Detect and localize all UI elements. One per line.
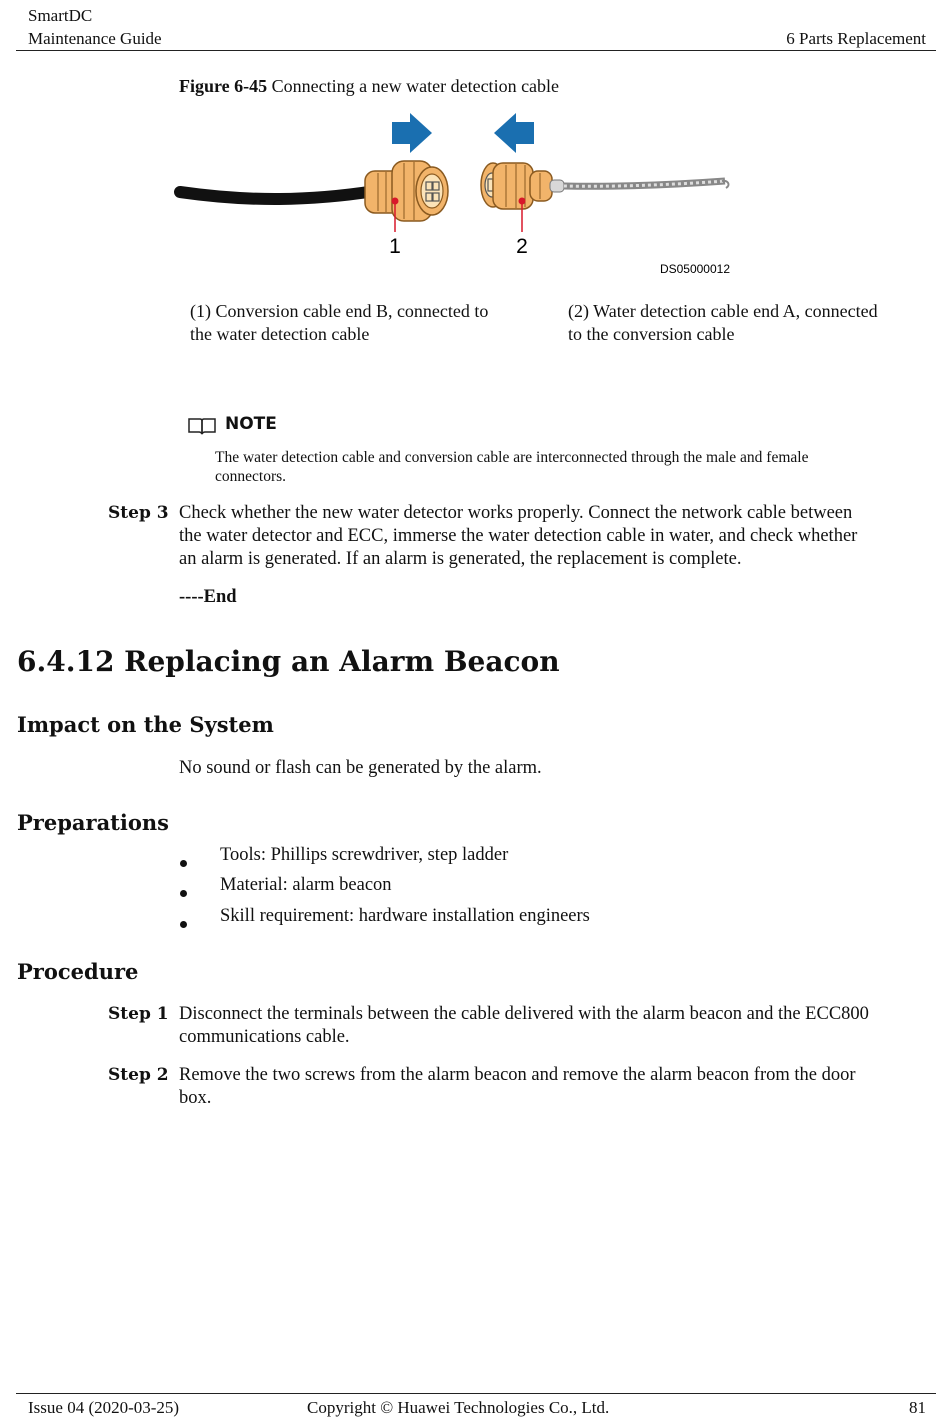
water-detection-cable xyxy=(564,181,729,188)
step-1-text: Disconnect the terminals between the cable delivered with the alarm beacon and the ECC800 communications cable. xyxy=(179,1004,869,1047)
header-doc-title: Maintenance Guide xyxy=(28,29,162,48)
arrow-left-icon xyxy=(494,113,534,153)
bullet-dot xyxy=(180,852,187,873)
note-text: The water detection cable and conversion cable are interconnected through the male and female connectors. xyxy=(215,449,809,485)
header-product: SmartDC xyxy=(28,6,93,25)
prep-item-skill: Skill requirement: hardware installation engineers xyxy=(220,906,590,926)
callout-dot-1 xyxy=(392,198,399,205)
figure-caption xyxy=(179,76,559,97)
step-2-text: Remove the two screws from the alarm beacon and remove the alarm beacon from the door box. xyxy=(179,1065,856,1108)
note-book-icon xyxy=(187,416,217,436)
step-1-label: Step 1 xyxy=(108,1004,169,1024)
prep-item-material: Material: alarm beacon xyxy=(220,875,392,895)
step-3-text: Check whether the new water detector works properly. Connect the network cable between the water detector and ECC, immerse the water detection cable in water, and check whether an alarm is generated. If an alarm is generated, the replacement is complete. xyxy=(179,503,858,569)
end-marker: ----End xyxy=(179,587,237,607)
bullet-dot xyxy=(180,913,187,934)
header-chapter: 6 Parts Replacement xyxy=(786,29,926,48)
section-title: 6.4.12 Replacing an Alarm Beacon xyxy=(17,645,560,678)
callout-dot-2 xyxy=(519,198,526,205)
legend-item-1: (1) Conversion cable end B, connected to the water detection cable xyxy=(190,301,489,344)
footer-page-number: 81 xyxy=(909,1398,926,1417)
figure-title: Connecting a new water detection cable xyxy=(271,76,560,96)
callout-label-1: 1 xyxy=(389,235,401,258)
cable-connection-figure xyxy=(170,105,750,285)
step-2-label: Step 2 xyxy=(108,1065,169,1085)
legend-item-2: (2) Water detection cable end A, connected to the conversion cable xyxy=(568,301,878,344)
callout-label-2: 2 xyxy=(516,235,528,258)
procedure-heading: Procedure xyxy=(17,959,139,984)
connector-end-b xyxy=(365,161,448,221)
conversion-cable xyxy=(180,191,375,199)
footer-rule xyxy=(16,1393,936,1394)
impact-heading: Impact on the System xyxy=(17,712,274,737)
impact-text: No sound or flash can be generated by the alarm. xyxy=(179,758,542,778)
prep-item-tools: Tools: Phillips screwdriver, step ladder xyxy=(220,845,509,865)
bullet-dot xyxy=(180,882,187,903)
step-3-label: Step 3 xyxy=(108,503,169,523)
footer-issue: Issue 04 (2020-03-25) xyxy=(28,1398,180,1417)
footer-copyright: Copyright © Huawei Technologies Co., Ltd. xyxy=(307,1398,610,1417)
header-rule xyxy=(16,50,936,51)
figure-code: DS05000012 xyxy=(659,262,730,276)
note-label: NOTE xyxy=(225,414,277,434)
preparations-heading: Preparations xyxy=(17,810,169,835)
arrow-right-icon xyxy=(392,113,432,153)
figure-number: Figure 6-45 xyxy=(179,76,268,96)
